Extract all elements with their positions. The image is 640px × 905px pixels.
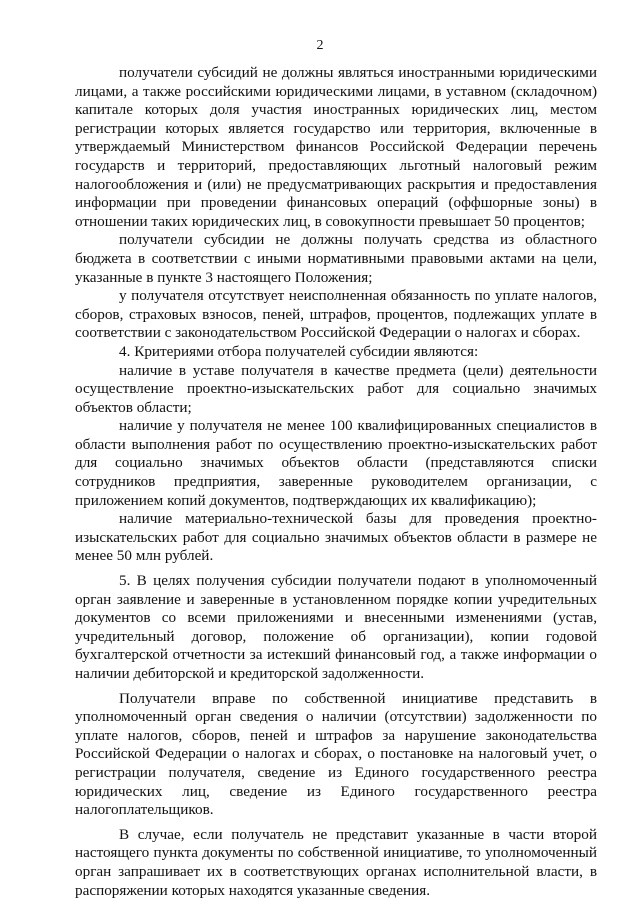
paragraph: получатели субсидий не должны являться иностранными юридическими лицами, а также российскими юридическими лицами, в уставном (складочном) капитале которых доля участия иностранных юридических лиц, местом регистрации которых является государство или территория, включенные в утверждаемый Министерством финансов Российской Федерации перечень государств и территорий, предоставляющих льготный налоговый режим налогообложения и (или) не предусматривающих раскрытия и предоставления информации при проведении финансовых операций (оффшорные зоны) в отношении таких юридических лиц, в совокупности превышает 50 процентов; <box>75 64 597 230</box>
paragraph: наличие материально-технической базы для проведения проектно-изыскательских работ для социально значимых объектов области в размере не менее 50 млн рублей. <box>75 510 597 565</box>
paragraph: получатели субсидии не должны получать средства из областного бюджета в соответствии с иными нормативными правовыми актами на цели, указанные в пункте 3 настоящего Положения; <box>75 231 597 286</box>
body-text <box>75 64 597 900</box>
paragraph: наличие в уставе получателя в качестве предмета (цели) деятельности осуществление проектно-изыскательских работ для социально значимых объектов области; <box>75 361 597 416</box>
paragraph: 4. Критериями отбора получателей субсидии являются: <box>119 342 479 360</box>
paragraph: наличие у получателя не менее 100 квалифицированных специалистов в области выполнения работ по осуществлению проектно-изыскательских работ для социально значимых объектов области (представляются списки сотрудников предприятия, заверенные руководителем организации, с приложением копий документов, подтверждающих их квалификацию); <box>75 417 597 509</box>
paragraph: 5. В целях получения субсидии получатели подают в уполномоченный орган заявление и заверенные в установленном порядке копии учредительных документов со всеми приложениями и внесенными изменениями (устав, учредительный договор, положение об организации), копии годовой бухгалтерской отчетности за истекший финансовый год, а также информации о наличии дебиторской и кредиторской задолженности. <box>75 572 597 682</box>
paragraph: В случае, если получатель не представит указанные в части второй настоящего пункта документы по собственной инициативе, то уполномоченный орган запрашивает их в соответствующих органах исполнительной власти, в распоряжении которых находятся указанные сведения. <box>75 825 597 899</box>
page-number: 2 <box>316 38 324 53</box>
paragraph: у получателя отсутствует неисполненная обязанность по уплате налогов, сборов, страховых взносов, пеней, штрафов, процентов, подлежащих уплате в соответствии с законодательством Российской Федерации о налогах и сборах. <box>75 287 597 342</box>
paragraph: Получатели вправе по собственной инициативе представить в уполномоченный орган сведения о наличии (отсутствии) задолженности по уплате налогов, сборов, пеней и штрафов за нарушение законодательства Российской Федерации о налогах и сборах, о постановке на налоговый учет, о регистрации получателя, сведение из Единого государственного реестра юридических лиц, сведение из Единого государственного реестра налогоплательщиков. <box>75 689 597 819</box>
